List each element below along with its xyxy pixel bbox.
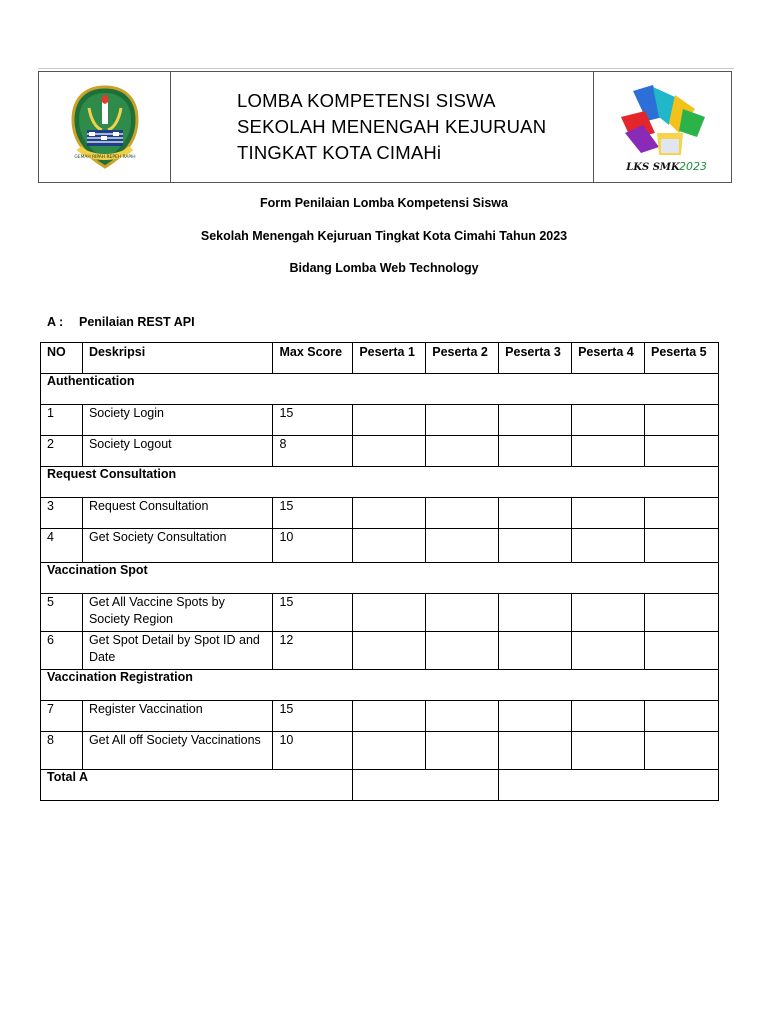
row-description: Society Logout — [82, 436, 273, 467]
score-cell-peserta-1[interactable] — [353, 498, 426, 529]
letterhead — [38, 71, 732, 183]
score-cell-peserta-3[interactable] — [499, 701, 572, 732]
score-cell-peserta-1[interactable] — [353, 632, 426, 670]
score-cell-peserta-5[interactable] — [645, 701, 719, 732]
score-cell-peserta-2[interactable] — [426, 594, 499, 632]
header-peserta-2: Peserta 2 — [426, 343, 499, 374]
right-logo-cell — [594, 72, 731, 182]
row-max-score: 15 — [273, 498, 353, 529]
header-no: NO — [41, 343, 83, 374]
score-cell-peserta-3[interactable] — [499, 594, 572, 632]
header-peserta-4: Peserta 4 — [572, 343, 645, 374]
table-row — [41, 594, 719, 632]
score-cell-peserta-4[interactable] — [572, 529, 645, 563]
group-row-vaccination-registration: Vaccination Registration — [41, 670, 719, 701]
header-max-score: Max Score — [273, 343, 353, 374]
score-cell-peserta-5[interactable] — [645, 632, 719, 670]
score-cell-peserta-2[interactable] — [426, 405, 499, 436]
row-no: 6 — [41, 632, 83, 670]
score-cell-peserta-2[interactable] — [426, 632, 499, 670]
section-code: A : — [47, 315, 64, 329]
section-label — [47, 315, 195, 329]
score-cell-peserta-3[interactable] — [499, 498, 572, 529]
table-row — [41, 498, 719, 529]
row-description: Get All Vaccine Spots by Society Region — [82, 594, 273, 632]
letterhead-title-line-1: LOMBA KOMPETENSI SISWA — [237, 90, 496, 111]
header-top-rule — [38, 68, 734, 69]
total-score-cell-2[interactable] — [499, 770, 719, 801]
table-row — [41, 436, 719, 467]
score-cell-peserta-4[interactable] — [572, 405, 645, 436]
section-title: Penilaian REST API — [79, 315, 195, 329]
group-row-authentication: Authentication — [41, 374, 719, 405]
score-cell-peserta-3[interactable] — [499, 405, 572, 436]
table-row — [41, 632, 719, 670]
score-cell-peserta-3[interactable] — [499, 632, 572, 670]
score-cell-peserta-5[interactable] — [645, 529, 719, 563]
table-row — [41, 701, 719, 732]
score-cell-peserta-3[interactable] — [499, 436, 572, 467]
score-cell-peserta-1[interactable] — [353, 701, 426, 732]
table-row — [41, 732, 719, 770]
score-cell-peserta-5[interactable] — [645, 498, 719, 529]
row-max-score: 15 — [273, 594, 353, 632]
total-row — [41, 770, 719, 801]
title-cell — [171, 72, 594, 182]
table-row — [41, 405, 719, 436]
total-score-cell-1[interactable] — [353, 770, 499, 801]
row-no: 7 — [41, 701, 83, 732]
form-subtitle: Sekolah Menengah Kejuruan Tingkat Kota Cimahi Tahun 2023 — [200, 229, 568, 243]
letterhead-title-line-2: SEKOLAH MENENGAH KEJURUAN — [237, 116, 547, 137]
lks-smk-2023-logo-icon — [613, 77, 713, 177]
logo-lks-smk-text: LKS SMK — [625, 162, 680, 173]
row-no: 2 — [41, 436, 83, 467]
score-cell-peserta-1[interactable] — [353, 405, 426, 436]
score-cell-peserta-4[interactable] — [572, 594, 645, 632]
row-max-score: 10 — [273, 529, 353, 563]
row-no: 1 — [41, 405, 83, 436]
score-cell-peserta-5[interactable] — [645, 405, 719, 436]
score-cell-peserta-4[interactable] — [572, 732, 645, 770]
row-description: Register Vaccination — [82, 701, 273, 732]
row-description: Get Society Consultation — [82, 529, 273, 563]
row-description: Request Consultation — [82, 498, 273, 529]
score-cell-peserta-3[interactable] — [499, 529, 572, 563]
score-cell-peserta-4[interactable] — [572, 436, 645, 467]
group-row-request-consultation: Request Consultation — [41, 467, 719, 498]
logo-year-text: 2023 — [678, 160, 707, 173]
score-cell-peserta-2[interactable] — [426, 498, 499, 529]
row-no: 4 — [41, 529, 83, 563]
score-cell-peserta-4[interactable] — [572, 498, 645, 529]
score-cell-peserta-2[interactable] — [426, 529, 499, 563]
form-title: Form Penilaian Lomba Kompetensi Siswa — [260, 196, 508, 210]
left-logo-cell — [39, 72, 171, 182]
row-max-score: 10 — [273, 732, 353, 770]
score-cell-peserta-5[interactable] — [645, 732, 719, 770]
score-cell-peserta-3[interactable] — [499, 732, 572, 770]
west-java-emblem-icon — [69, 84, 141, 170]
group-row-vaccination-spot: Vaccination Spot — [41, 563, 719, 594]
header-peserta-5: Peserta 5 — [645, 343, 719, 374]
score-cell-peserta-1[interactable] — [353, 436, 426, 467]
emblem-motto: GEMAH RIPAH REPEH RAPIH — [73, 155, 136, 160]
score-table — [40, 342, 719, 801]
competition-field: Bidang Lomba Web Technology — [289, 261, 479, 275]
score-cell-peserta-2[interactable] — [426, 701, 499, 732]
row-description: Society Login — [82, 405, 273, 436]
row-max-score: 8 — [273, 436, 353, 467]
row-max-score: 15 — [273, 701, 353, 732]
row-max-score: 15 — [273, 405, 353, 436]
score-cell-peserta-4[interactable] — [572, 632, 645, 670]
header-deskripsi: Deskripsi — [82, 343, 273, 374]
table-header-row — [41, 343, 719, 374]
row-description: Get Spot Detail by Spot ID and Date — [82, 632, 273, 670]
score-cell-peserta-2[interactable] — [426, 732, 499, 770]
score-cell-peserta-1[interactable] — [353, 594, 426, 632]
row-description: Get All off Society Vaccinations — [82, 732, 273, 770]
row-no: 8 — [41, 732, 83, 770]
header-peserta-3: Peserta 3 — [499, 343, 572, 374]
score-cell-peserta-1[interactable] — [353, 732, 426, 770]
score-cell-peserta-2[interactable] — [426, 436, 499, 467]
score-cell-peserta-5[interactable] — [645, 594, 719, 632]
table-row — [41, 529, 719, 563]
letterhead-title-line-3: TINGKAT KOTA CIMAHi — [237, 142, 442, 163]
row-max-score: 12 — [273, 632, 353, 670]
total-label: Total A — [41, 770, 353, 801]
score-cell-peserta-5[interactable] — [645, 436, 719, 467]
row-no: 5 — [41, 594, 83, 632]
score-cell-peserta-1[interactable] — [353, 529, 426, 563]
row-no: 3 — [41, 498, 83, 529]
header-peserta-1: Peserta 1 — [353, 343, 426, 374]
score-cell-peserta-4[interactable] — [572, 701, 645, 732]
